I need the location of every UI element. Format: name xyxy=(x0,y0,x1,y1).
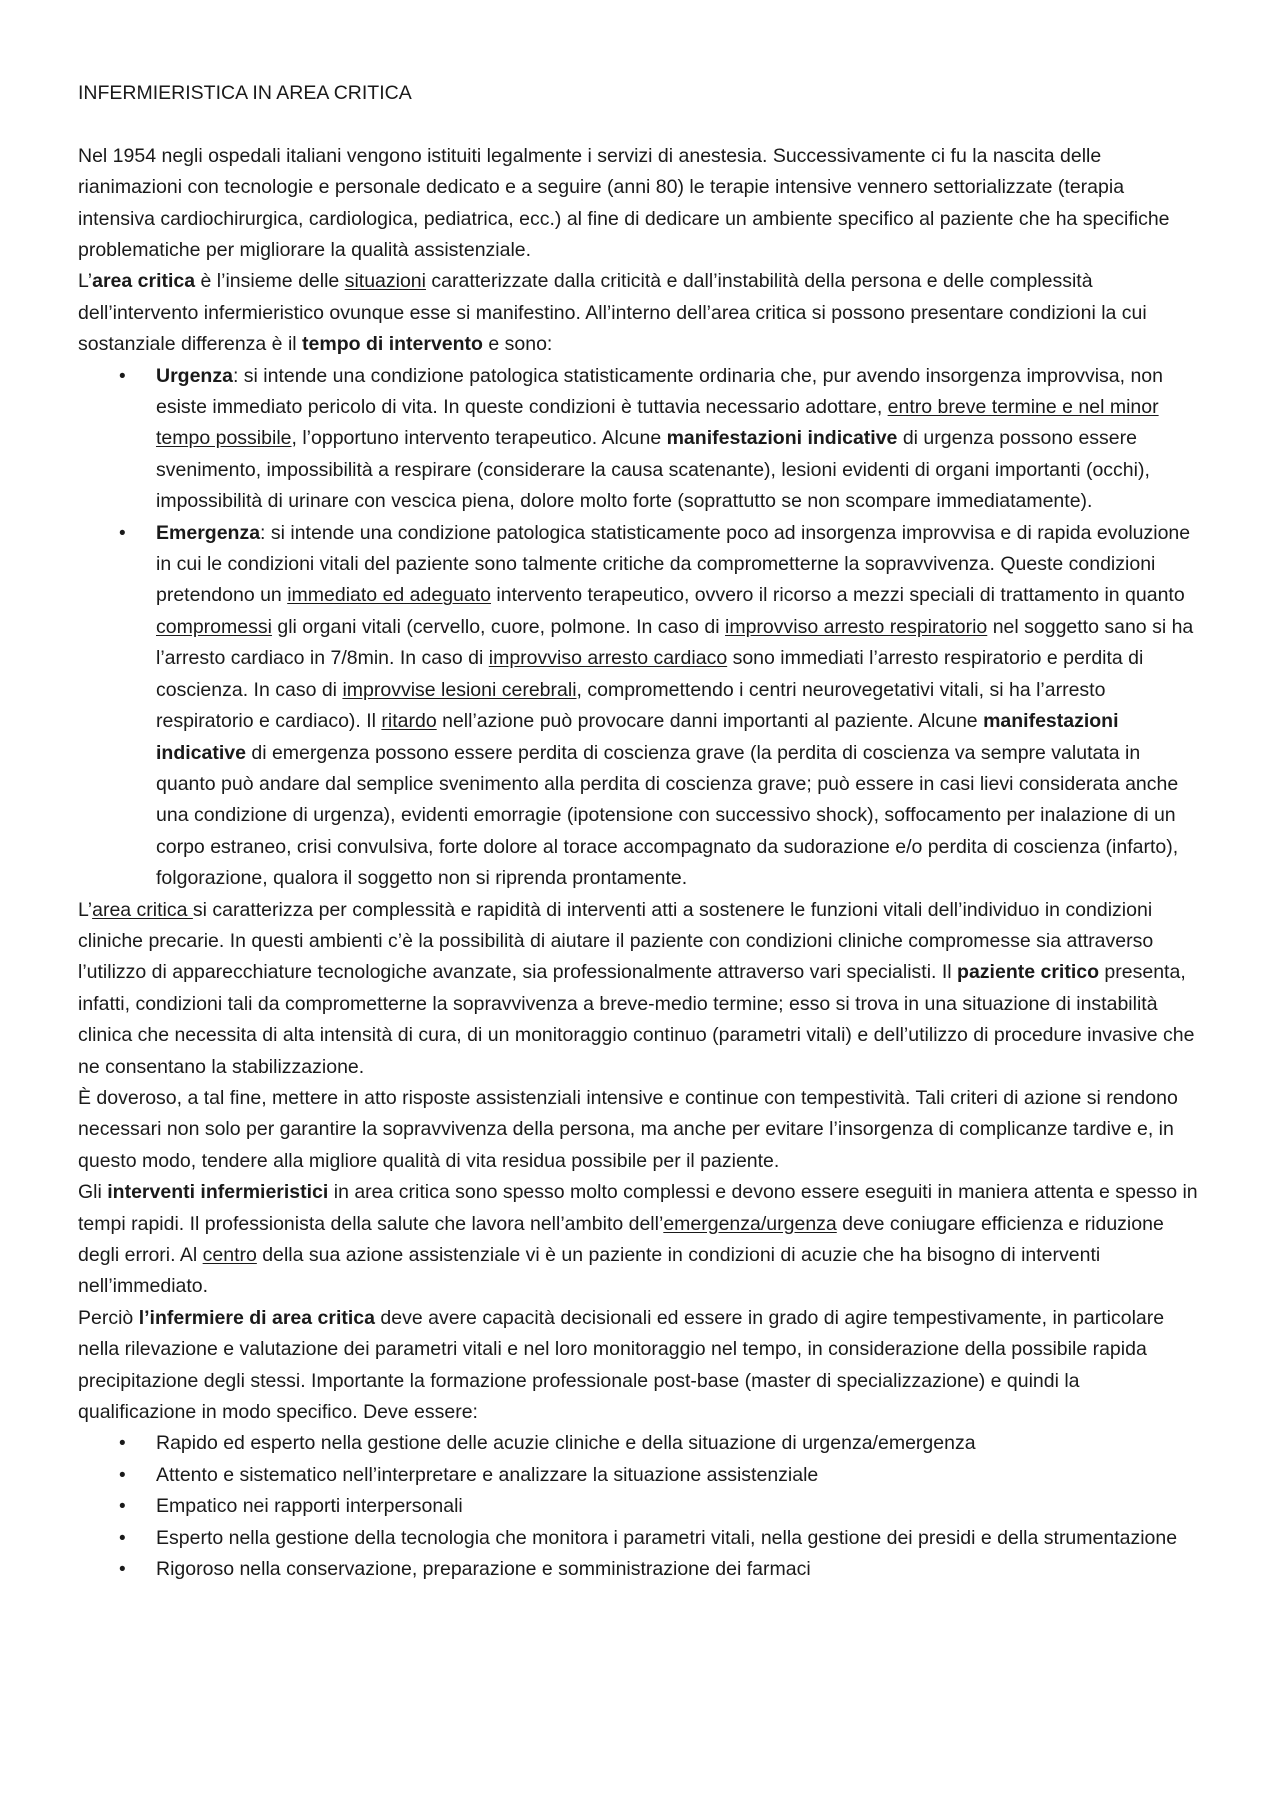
conditions-list xyxy=(78,361,1202,895)
list-item: • Empatico nei rapporti interpersonali xyxy=(156,1491,1202,1522)
paragraph-area-critica-definition: L’area critica è l’insieme delle situazioni caratterizzate dalla criticità e dall’instabilità della persona e delle complessità dell’intervento infermieristico ovunque esse si manifestino. All’interno dell’area critica si possono presentare condizioni la cui sostanziale differenza è il tempo di intervento e sono: xyxy=(78,270,1147,356)
bullet-icon: • xyxy=(119,1527,126,1549)
paragraph-nursing-interventions: Gli interventi infermieristici in area critica sono spesso molto complessi e devono essere eseguiti in maniera attenta e spesso in tempi rapidi. Il professionista della salute che lavora nell’ambito dell’emergenza/urgenza deve coniugare efficienza e riduzione degli errori. Al centro della sua azione assistenziale vi è un paziente in condizioni di acuzie che ha bisogno di interventi nell’immediato. xyxy=(78,1181,1198,1298)
list-item: • Esperto nella gestione della tecnologia che monitora i parametri vitali, nella gestione dei presidi e della strumentazione xyxy=(156,1523,1202,1554)
bullet-icon: • xyxy=(119,1433,126,1455)
document-title: INFERMIERISTICA IN AREA CRITICA xyxy=(78,82,412,104)
list-item-urgenza: • Urgenza: si intende una condizione patologica statisticamente ordinaria che, pur avendo insorgenza improvvisa, non esiste immediato pericolo di vita. In queste condizioni è tuttavia necessario adottare, entro breve termine e nel minor tempo possibile, l’opportuno intervento terapeutico. Alcune manifestazioni indicative di urgenza possono essere svenimento, impossibilità a respirare (considerare la causa scatenante), lesioni evidenti di organi importanti (occhi), impossibilità di urinare con vescica piena, dolore molto forte (soprattutto se non scompare immediatamente). xyxy=(156,361,1202,518)
list-item-emergenza: • Emergenza: si intende una condizione patologica statisticamente poco ad insorgenza improvvisa e di rapida evoluzione in cui le condizioni vitali del paziente sono talmente critiche da comprometterne la sopravvivenza. Queste condizioni pretendono un immediato ed adeguato intervento terapeutico, ovvero il ricorso a mezzi speciali di trattamento in quanto compromessi gli organi vitali (cervello, cuore, polmone. In caso di improvviso arresto respiratorio nel soggetto sano si ha l’arresto cardiaco in 7/8min. In caso di improvviso arresto cardiaco sono immediati l’arresto respiratorio e perdita di coscienza. In caso di improvvise lesioni cerebrali, compromettendo i centri neurovegetativi vitali, si ha l’arresto respiratorio e cardiaco). Il ritardo nell’azione può provocare danni importanti al paziente. Alcune manifestazioni indicative di emergenza possono essere perdita di coscienza grave (la perdita di coscienza va sempre valutata in quanto può andare dal semplice svenimento alla perdita di coscienza grave; può essere in casi lievi considerata anche una condizione di urgenza), evidenti emorragie (ipotensione con successivo shock), soffocamento per inalazione di un corpo estraneo, crisi convulsiva, forte dolore al torace accompagnato da sudorazione e/o perdita di coscienza (infarto), folgorazione, qualora il soggetto non si riprenda prontamente. xyxy=(156,518,1202,895)
paragraph-history: Nel 1954 negli ospedali italiani vengono istituiti legalmente i servizi di anestesia. Successivamente ci fu la nascita delle rianimazioni con tecnologie e personale dedicato e a seguire (anni 80) le terapie intensive vennero settorializzate (terapia intensiva cardiochirurgica, cardiologica, pediatrica, ecc.) al fine di dedicare un ambiente specifico al paziente che ha specifiche problematiche per migliorare la qualità assistenziale. xyxy=(78,144,1170,262)
bullet-icon: • xyxy=(119,1496,126,1518)
list-item: • Rigoroso nella conservazione, preparazione e somministrazione dei farmaci xyxy=(156,1554,1202,1585)
bullet-icon: • xyxy=(119,1464,126,1486)
paragraph-area-critica-complexity: L’area critica si caratterizza per complessità e rapidità di interventi atti a sostenere le funzioni vitali dell’individuo in condizioni cliniche precarie. In questi ambienti c’è la possibilità di aiutare il paziente con condizioni cliniche compromesse sia attraverso l’utilizzo di apparecchiature tecnologiche avanzate, sia professionalmente attraverso vari specialisti. Il paziente critico presenta, infatti, condizioni tali da comprometterne la sopravvivenza a breve-medio termine; esso si trova in una situazione di instabilità clinica che necessita di alta intensità di cura, di un monitoraggio continuo (parametri vitali) e dell’utilizzo di procedure invasive che ne consentano la stabilizzazione. xyxy=(78,898,1195,1078)
bullet-icon: • xyxy=(119,365,126,387)
list-item: • Rapido ed esperto nella gestione delle acuzie cliniche e della situazione di urgenza/emergenza xyxy=(156,1428,1202,1459)
paragraph-critical-care-nurse: Perciò l’infermiere di area critica deve avere capacità decisionali ed essere in grado di agire tempestivamente, in particolare nella rilevazione e valutazione dei parametri vitali e nel loro monitoraggio nel tempo, in considerazione della possibile rapida precipitazione degli stessi. Importante la formazione professionale post-base (master di specializzazione) e quindi la qualificazione in modo specifico. Deve essere: xyxy=(78,1306,1165,1424)
bullet-icon: • xyxy=(119,1559,126,1581)
bullet-icon: • xyxy=(119,522,126,544)
nurse-qualities-list xyxy=(78,1428,1202,1585)
paragraph-intensive-response: È doveroso, a tal fine, mettere in atto risposte assistenziali intensive e continue con tempestività. Tali criteri di azione si rendono necessari non solo per garantire la sopravvivenza della persona, ma anche per evitare l’insorgenza di complicanze tardive e, in questo modo, tendere alla migliore qualità di vita residua possibile per il paziente. xyxy=(78,1086,1178,1172)
list-item: • Attento e sistematico nell’interpretare e analizzare la situazione assistenziale xyxy=(156,1460,1202,1491)
